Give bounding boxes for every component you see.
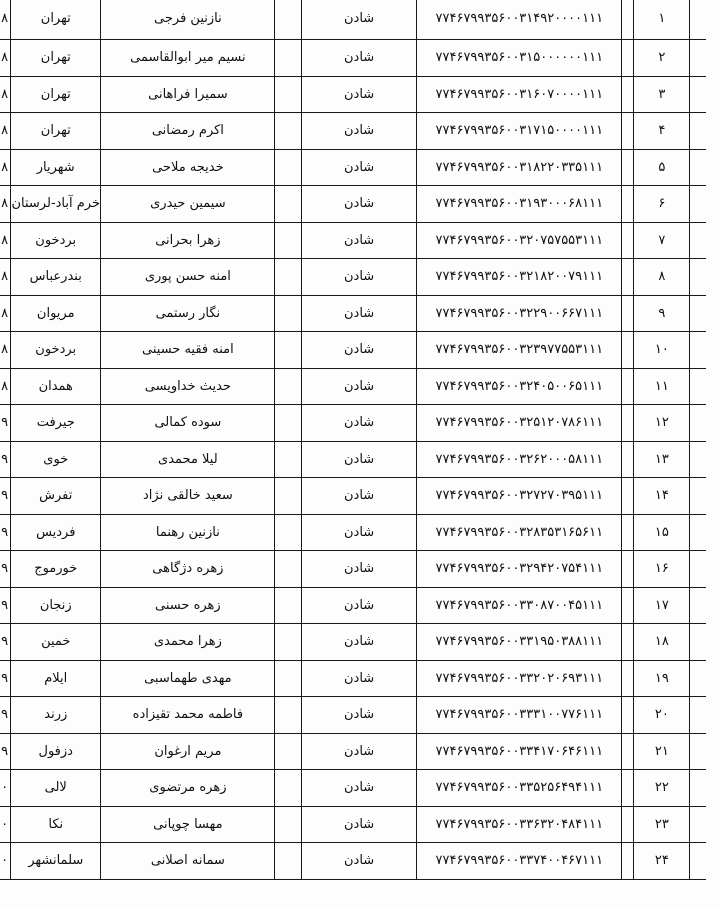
blank-cell	[275, 733, 301, 770]
blank-cell	[275, 587, 301, 624]
cut-off-cell: ۸	[0, 76, 11, 113]
city-cell: تهران	[11, 76, 101, 113]
table-row	[0, 113, 706, 150]
table-row	[0, 514, 706, 551]
cut-off-cell: ۰	[0, 806, 11, 843]
blank-cell	[622, 660, 634, 697]
city-cell: همدان	[11, 368, 101, 405]
city-cell: دزفول	[11, 733, 101, 770]
code-cell: ۷۷۴۶۷۹۹۳۵۶۰۰۳۳۱۹۵۰۳۸۸۱۱۱	[417, 624, 622, 661]
blank-cell	[690, 113, 706, 150]
city-cell: تهران	[11, 40, 101, 77]
cut-off-cell: ۹	[0, 697, 11, 734]
blank-cell	[275, 551, 301, 588]
table-row	[0, 624, 706, 661]
blank-cell	[622, 733, 634, 770]
company-cell: شادن	[301, 587, 417, 624]
cut-off-cell: ۰	[0, 770, 11, 807]
name-cell: مریم ارغوان	[101, 733, 275, 770]
company-cell: شادن	[301, 40, 417, 77]
city-cell: خمین	[11, 624, 101, 661]
cut-off-cell: ۸	[0, 0, 11, 40]
company-cell: شادن	[301, 660, 417, 697]
table-row	[0, 332, 706, 369]
company-cell: شادن	[301, 733, 417, 770]
cut-off-cell: ۸	[0, 259, 11, 296]
blank-cell	[622, 40, 634, 77]
code-cell: ۷۷۴۶۷۹۹۳۵۶۰۰۳۱۹۳۰۰۰۶۸۱۱۱	[417, 186, 622, 223]
table-row	[0, 0, 706, 40]
blank-cell	[622, 806, 634, 843]
table-row	[0, 368, 706, 405]
row-number-cell: ۱۰	[634, 332, 690, 369]
company-cell: شادن	[301, 478, 417, 515]
blank-cell	[622, 259, 634, 296]
city-cell: خورموج	[11, 551, 101, 588]
blank-cell	[690, 76, 706, 113]
city-cell: ایلام	[11, 660, 101, 697]
row-number-cell: ۵	[634, 149, 690, 186]
blank-cell	[690, 733, 706, 770]
blank-cell	[275, 624, 301, 661]
table-row	[0, 733, 706, 770]
name-cell: حدیث خداویسی	[101, 368, 275, 405]
blank-cell	[275, 259, 301, 296]
row-number-cell: ۹	[634, 295, 690, 332]
company-cell: شادن	[301, 514, 417, 551]
blank-cell	[622, 697, 634, 734]
code-cell: ۷۷۴۶۷۹۹۳۵۶۰۰۳۱۷۱۵۰۰۰۰۱۱۱	[417, 113, 622, 150]
table-row	[0, 405, 706, 442]
cut-off-cell: ۹	[0, 441, 11, 478]
name-cell: زهره مرتضوی	[101, 770, 275, 807]
code-cell: ۷۷۴۶۷۹۹۳۵۶۰۰۳۲۸۳۵۳۱۶۵۶۱۱	[417, 514, 622, 551]
blank-cell	[275, 770, 301, 807]
row-number-cell: ۱	[634, 0, 690, 40]
name-cell: زهره دژگاهی	[101, 551, 275, 588]
city-cell: جیرفت	[11, 405, 101, 442]
code-cell: ۷۷۴۶۷۹۹۳۵۶۰۰۳۲۵۱۲۰۷۸۶۱۱۱	[417, 405, 622, 442]
blank-cell	[275, 40, 301, 77]
cut-off-cell: ۹	[0, 514, 11, 551]
name-cell: سوده کمالی	[101, 405, 275, 442]
company-cell: شادن	[301, 624, 417, 661]
name-cell: لیلا محمدی	[101, 441, 275, 478]
code-cell: ۷۷۴۶۷۹۹۳۵۶۰۰۳۳۷۴۰۰۴۶۷۱۱۱	[417, 843, 622, 880]
blank-cell	[622, 587, 634, 624]
row-number-cell: ۴	[634, 113, 690, 150]
blank-cell	[622, 295, 634, 332]
table-row	[0, 222, 706, 259]
name-cell: امنه حسن پوری	[101, 259, 275, 296]
company-cell: شادن	[301, 0, 417, 40]
row-number-cell: ۱۶	[634, 551, 690, 588]
blank-cell	[690, 843, 706, 880]
company-cell: شادن	[301, 186, 417, 223]
table-row	[0, 441, 706, 478]
code-cell: ۷۷۴۶۷۹۹۳۵۶۰۰۳۱۵۰۰۰۰۰۰۱۱۱	[417, 40, 622, 77]
name-cell: اکرم رمضانی	[101, 113, 275, 150]
cut-off-cell: ۰	[0, 843, 11, 880]
blank-cell	[275, 697, 301, 734]
blank-cell	[690, 697, 706, 734]
blank-cell	[275, 441, 301, 478]
company-cell: شادن	[301, 149, 417, 186]
cut-off-cell: ۹	[0, 478, 11, 515]
table-row	[0, 478, 706, 515]
blank-cell	[275, 295, 301, 332]
table-row	[0, 770, 706, 807]
city-cell: تهران	[11, 113, 101, 150]
table-row	[0, 587, 706, 624]
blank-cell	[275, 405, 301, 442]
name-cell: سمانه اصلانی	[101, 843, 275, 880]
city-cell: لالی	[11, 770, 101, 807]
code-cell: ۷۷۴۶۷۹۹۳۵۶۰۰۳۳۰۸۷۰۰۴۵۱۱۱	[417, 587, 622, 624]
company-cell: شادن	[301, 76, 417, 113]
code-cell: ۷۷۴۶۷۹۹۳۵۶۰۰۳۲۴۰۵۰۰۶۵۱۱۱	[417, 368, 622, 405]
blank-cell	[275, 222, 301, 259]
name-cell: سیمین حیدری	[101, 186, 275, 223]
blank-cell	[690, 368, 706, 405]
blank-cell	[690, 806, 706, 843]
city-cell: نکا	[11, 806, 101, 843]
city-cell: تهران	[11, 0, 101, 40]
row-number-cell: ۱۲	[634, 405, 690, 442]
table-row	[0, 40, 706, 77]
blank-cell	[690, 441, 706, 478]
code-cell: ۷۷۴۶۷۹۹۳۵۶۰۰۳۲۰۷۵۷۵۵۳۱۱۱	[417, 222, 622, 259]
city-cell: تفرش	[11, 478, 101, 515]
blank-cell	[622, 843, 634, 880]
blank-cell	[275, 76, 301, 113]
row-number-cell: ۲	[634, 40, 690, 77]
company-cell: شادن	[301, 843, 417, 880]
cut-off-cell: ۸	[0, 295, 11, 332]
blank-cell	[622, 624, 634, 661]
name-cell: نازنین رهنما	[101, 514, 275, 551]
name-cell: سعید خالقی نژاد	[101, 478, 275, 515]
company-cell: شادن	[301, 697, 417, 734]
row-number-cell: ۱۳	[634, 441, 690, 478]
city-cell: مریوان	[11, 295, 101, 332]
name-cell: فاطمه محمد تقیزاده	[101, 697, 275, 734]
row-number-cell: ۸	[634, 259, 690, 296]
blank-cell	[690, 295, 706, 332]
cut-off-cell: ۹	[0, 660, 11, 697]
blank-cell	[690, 770, 706, 807]
blank-cell	[622, 186, 634, 223]
name-cell: خدیجه ملاحی	[101, 149, 275, 186]
name-cell: سمیرا فراهانی	[101, 76, 275, 113]
blank-cell	[275, 843, 301, 880]
cut-off-cell: ۸	[0, 222, 11, 259]
company-cell: شادن	[301, 551, 417, 588]
city-cell: شهریار	[11, 149, 101, 186]
code-cell: ۷۷۴۶۷۹۹۳۵۶۰۰۳۱۶۰۷۰۰۰۰۱۱۱	[417, 76, 622, 113]
company-cell: شادن	[301, 806, 417, 843]
row-number-cell: ۲۰	[634, 697, 690, 734]
table-row	[0, 186, 706, 223]
table-row	[0, 697, 706, 734]
blank-cell	[690, 40, 706, 77]
code-cell: ۷۷۴۶۷۹۹۳۵۶۰۰۳۳۵۲۵۶۴۹۴۱۱۱	[417, 770, 622, 807]
name-cell: نازنین فرجی	[101, 0, 275, 40]
city-cell: فردیس	[11, 514, 101, 551]
blank-cell	[690, 587, 706, 624]
blank-cell	[622, 514, 634, 551]
blank-cell	[622, 770, 634, 807]
blank-cell	[622, 0, 634, 40]
blank-cell	[275, 806, 301, 843]
city-cell: خرم آباد-لرستان	[11, 186, 101, 223]
blank-cell	[275, 332, 301, 369]
blank-cell	[622, 76, 634, 113]
name-cell: نسیم میر ابوالقاسمی	[101, 40, 275, 77]
code-cell: ۷۷۴۶۷۹۹۳۵۶۰۰۳۲۹۴۲۰۷۵۴۱۱۱	[417, 551, 622, 588]
cut-off-cell: ۹	[0, 624, 11, 661]
name-cell: نگار رستمی	[101, 295, 275, 332]
company-cell: شادن	[301, 368, 417, 405]
table-row	[0, 76, 706, 113]
code-cell: ۷۷۴۶۷۹۹۳۵۶۰۰۳۳۲۰۲۰۶۹۳۱۱۱	[417, 660, 622, 697]
blank-cell	[275, 149, 301, 186]
blank-cell	[690, 624, 706, 661]
blank-cell	[690, 149, 706, 186]
blank-cell	[622, 332, 634, 369]
blank-cell	[690, 514, 706, 551]
row-number-cell: ۱۹	[634, 660, 690, 697]
company-cell: شادن	[301, 295, 417, 332]
code-cell: ۷۷۴۶۷۹۹۳۵۶۰۰۳۳۴۱۷۰۶۴۶۱۱۱	[417, 733, 622, 770]
name-cell: مهسا چوپانی	[101, 806, 275, 843]
code-cell: ۷۷۴۶۷۹۹۳۵۶۰۰۳۲۷۲۷۰۳۹۵۱۱۱	[417, 478, 622, 515]
company-cell: شادن	[301, 332, 417, 369]
blank-cell	[690, 660, 706, 697]
table-row	[0, 295, 706, 332]
blank-cell	[275, 0, 301, 40]
code-cell: ۷۷۴۶۷۹۹۳۵۶۰۰۳۱۸۲۲۰۳۳۵۱۱۱	[417, 149, 622, 186]
table-row	[0, 149, 706, 186]
table-row	[0, 806, 706, 843]
company-cell: شادن	[301, 441, 417, 478]
code-cell: ۷۷۴۶۷۹۹۳۵۶۰۰۳۳۳۱۰۰۷۷۶۱۱۱	[417, 697, 622, 734]
cut-off-cell: ۹	[0, 587, 11, 624]
code-cell: ۷۷۴۶۷۹۹۳۵۶۰۰۳۱۴۹۲۰۰۰۰۱۱۱	[417, 0, 622, 40]
row-number-cell: ۷	[634, 222, 690, 259]
code-cell: ۷۷۴۶۷۹۹۳۵۶۰۰۳۲۲۹۰۰۶۶۷۱۱۱	[417, 295, 622, 332]
blank-cell	[622, 222, 634, 259]
code-cell: ۷۷۴۶۷۹۹۳۵۶۰۰۳۲۳۹۷۷۵۵۳۱۱۱	[417, 332, 622, 369]
company-cell: شادن	[301, 113, 417, 150]
city-cell: سلمانشهر	[11, 843, 101, 880]
row-number-cell: ۱۴	[634, 478, 690, 515]
row-number-cell: ۱۱	[634, 368, 690, 405]
blank-cell	[275, 660, 301, 697]
row-number-cell: ۲۱	[634, 733, 690, 770]
name-cell: مهدی طهماسبی	[101, 660, 275, 697]
blank-cell	[275, 113, 301, 150]
blank-cell	[690, 405, 706, 442]
blank-cell	[275, 186, 301, 223]
blank-cell	[622, 368, 634, 405]
blank-cell	[622, 478, 634, 515]
blank-cell	[622, 149, 634, 186]
table-row	[0, 843, 706, 880]
blank-cell	[622, 113, 634, 150]
table-row	[0, 259, 706, 296]
cut-off-cell: ۸	[0, 186, 11, 223]
row-number-cell: ۲۳	[634, 806, 690, 843]
code-cell: ۷۷۴۶۷۹۹۳۵۶۰۰۳۲۱۸۲۰۰۷۹۱۱۱	[417, 259, 622, 296]
company-cell: شادن	[301, 770, 417, 807]
city-cell: بردخون	[11, 222, 101, 259]
name-cell: امنه فقیه حسینی	[101, 332, 275, 369]
city-cell: خوی	[11, 441, 101, 478]
blank-cell	[690, 259, 706, 296]
blank-cell	[622, 441, 634, 478]
company-cell: شادن	[301, 222, 417, 259]
table-row	[0, 660, 706, 697]
row-number-cell: ۱۸	[634, 624, 690, 661]
blank-cell	[275, 368, 301, 405]
row-number-cell: ۲۴	[634, 843, 690, 880]
name-cell: زهره حسنی	[101, 587, 275, 624]
company-cell: شادن	[301, 259, 417, 296]
blank-cell	[690, 186, 706, 223]
cut-off-cell: ۹	[0, 405, 11, 442]
blank-cell	[690, 551, 706, 588]
city-cell: زنجان	[11, 587, 101, 624]
city-cell: زرند	[11, 697, 101, 734]
cut-off-cell: ۹	[0, 733, 11, 770]
blank-cell	[275, 514, 301, 551]
blank-cell	[622, 551, 634, 588]
cut-off-cell: ۹	[0, 551, 11, 588]
blank-cell	[690, 222, 706, 259]
blank-cell	[622, 405, 634, 442]
city-cell: بردخون	[11, 332, 101, 369]
cut-off-cell: ۸	[0, 149, 11, 186]
name-cell: زهرا محمدی	[101, 624, 275, 661]
blank-cell	[275, 478, 301, 515]
row-number-cell: ۳	[634, 76, 690, 113]
row-number-cell: ۱۵	[634, 514, 690, 551]
cut-off-cell: ۸	[0, 368, 11, 405]
city-cell: بندرعباس	[11, 259, 101, 296]
company-cell: شادن	[301, 405, 417, 442]
code-cell: ۷۷۴۶۷۹۹۳۵۶۰۰۳۳۶۳۲۰۴۸۴۱۱۱	[417, 806, 622, 843]
cut-off-cell: ۸	[0, 332, 11, 369]
code-cell: ۷۷۴۶۷۹۹۳۵۶۰۰۳۲۶۲۰۰۰۵۸۱۱۱	[417, 441, 622, 478]
table-row	[0, 551, 706, 588]
row-number-cell: ۱۷	[634, 587, 690, 624]
cut-off-cell: ۸	[0, 40, 11, 77]
blank-cell	[690, 0, 706, 40]
name-cell: زهرا بحرانی	[101, 222, 275, 259]
row-number-cell: ۲۲	[634, 770, 690, 807]
blank-cell	[690, 478, 706, 515]
row-number-cell: ۶	[634, 186, 690, 223]
cut-off-cell: ۸	[0, 113, 11, 150]
blank-cell	[690, 332, 706, 369]
